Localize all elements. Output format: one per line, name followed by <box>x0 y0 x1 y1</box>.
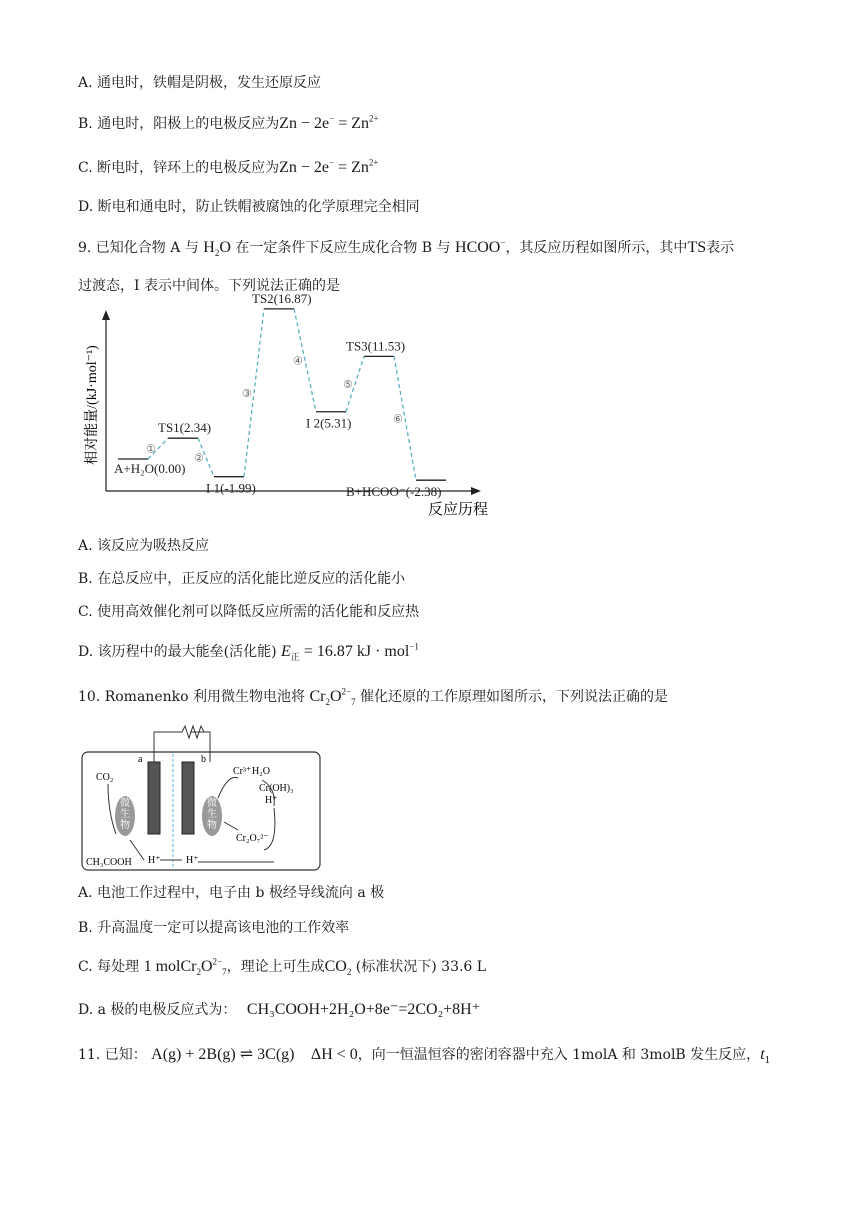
dichromate-amount <box>143 956 227 978</box>
microbe-right-label <box>207 796 217 831</box>
ts-symbol: TS <box>687 239 707 256</box>
q10-stem-part-b: 催化还原的工作原理如图所示，下列说法正确的是 <box>360 689 669 705</box>
e-symbol: E <box>281 643 291 660</box>
h2o-o: O <box>219 239 231 256</box>
q11-equation: A(g) + 2B(g) ⇌ 3C(g) <box>151 1046 295 1063</box>
q10-option-d-prefix: D. a 极的电极反应式为： <box>78 1002 237 1018</box>
cr3-label: Cr³⁺ <box>233 766 252 777</box>
q9-stem-part-a: 9. 已知化合物 A 与 <box>78 240 199 256</box>
point-label-3: I 1(-1.99) <box>206 480 256 496</box>
amount-text: 1 molCr <box>143 958 197 975</box>
q9-stem-part-b: 在一定条件下反应生成化合物 B 与 <box>235 240 451 256</box>
q9-option-b: B. 在总反应中，正反应的活化能比逆反应的活化能小 <box>78 571 406 587</box>
q9-stem-line2: 过渡态，I 表示中间体。下列说法正确的是 <box>78 278 340 294</box>
q11-time-symbol: t <box>760 1046 765 1063</box>
eq-e-charge: − <box>329 113 335 124</box>
e-subscript: 正 <box>290 652 300 663</box>
q8-option-a: A. 通电时，铁帽是阴极，发生还原反应 <box>78 75 322 91</box>
point-label-7: B+HCOO⁻(-2.38) <box>346 484 442 500</box>
q8-option-c-equation <box>279 159 378 176</box>
eq-zn-charge: 2+ <box>368 157 379 168</box>
microbial-cell-diagram <box>78 722 324 874</box>
microbe-char: 生 <box>207 809 217 820</box>
q10-option-c-middle: ，理论上可生成 <box>226 959 325 975</box>
point-label-1: A+H₂O(0.00) <box>114 461 186 476</box>
o-symbol: O <box>200 958 213 975</box>
o-subscript: 7 <box>351 697 356 708</box>
reaction-energy-chart <box>78 290 508 525</box>
q9-option-a: A. 该反应为吸热反应 <box>78 538 210 554</box>
q8-option-c <box>78 158 378 178</box>
electrode-b-label: b <box>201 754 206 765</box>
cr-subscript: 2 <box>325 697 330 708</box>
point-label-4: TS2(16.87) <box>252 290 312 306</box>
h2o-subscript: 2 <box>214 248 220 259</box>
arrow-to-co2 <box>108 784 116 834</box>
q8-option-d: D. 断电和通电时，防止铁帽被腐蚀的化学原理完全相同 <box>78 199 420 215</box>
q11-stem <box>78 1045 770 1065</box>
electrode-a <box>148 762 160 834</box>
electrode-b <box>182 762 194 834</box>
q9-option-d-text: D. 该历程中的最大能垒(活化能) <box>78 644 277 660</box>
step-label-5: ⑤ <box>343 379 353 392</box>
dichromate-charge: 2− <box>212 956 223 967</box>
q11-enthalpy: ΔH < 0 <box>310 1046 358 1063</box>
water-label: H₂O <box>252 766 270 777</box>
o-symbol: O <box>329 688 342 705</box>
co2-label: CO₂ <box>96 772 114 783</box>
x-axis-arrow-icon <box>471 487 481 495</box>
y-axis-arrow-icon <box>102 310 110 320</box>
co2-formula <box>324 958 352 978</box>
point-label-5: I 2(5.31) <box>306 415 352 431</box>
co2-subscript: 2 <box>346 967 352 978</box>
microbe-char: 生 <box>120 809 130 820</box>
step-label-1: ① <box>146 443 156 456</box>
microbe-left-label <box>120 796 130 831</box>
step-label-6: ⑥ <box>393 413 403 426</box>
point-label-6: TS3(11.53) <box>346 338 406 354</box>
q11-prefix: 11. 已知： <box>78 1047 147 1063</box>
eq-minus-2e: − 2e <box>296 115 330 132</box>
microbe-char: 物 <box>120 820 130 831</box>
dichromate-label: Cr₂O₇²⁻ <box>236 833 269 844</box>
eq-zn-charge: 2+ <box>368 113 379 124</box>
eq-minus-2e: − 2e <box>296 159 330 176</box>
q9-option-d <box>78 642 419 662</box>
q8-option-b-equation <box>279 115 378 132</box>
q9-option-c: C. 使用高效催化剂可以降低反应所需的活化能和反应热 <box>78 604 420 620</box>
q10-stem-part-a: 10. Romanenko 利用微生物电池将 <box>78 689 305 705</box>
q11-time-subscript: 1 <box>764 1055 771 1066</box>
wire-left <box>154 732 182 762</box>
cr-subscript: 2 <box>196 967 201 978</box>
energy-profile <box>114 291 446 499</box>
q8-option-b <box>78 114 379 134</box>
electrode-a-label: a <box>138 754 143 765</box>
microbe-char: 微 <box>120 798 130 809</box>
eq-zn: Zn <box>279 159 297 176</box>
y-axis-label: 相对能量/(kJ·mol⁻¹) <box>85 345 100 465</box>
dichromate-charge: 2− <box>341 686 352 697</box>
q9-stem-part-c: ，其反应历程如图所示，其中 <box>505 240 688 256</box>
chromium-hydroxide-label: Cr(OH)₃ <box>259 783 294 794</box>
hcoo-charge: − <box>500 237 506 248</box>
hcoo-text: HCOO <box>455 239 501 256</box>
microbe-char: 微 <box>207 798 217 809</box>
hplus-left-label: H⁺ <box>148 855 161 866</box>
energy-value: = 16.87 kJ · mol <box>299 643 410 660</box>
eq-zn: Zn <box>279 115 297 132</box>
dichromate-formula <box>309 686 356 708</box>
hplus-middle-label: H⁺ <box>186 855 199 866</box>
q10-option-a: A. 电池工作过程中，电子由 b 极经导线流向 a 极 <box>78 885 385 901</box>
anode-equation: CH₃COOH+2H₂O+8e⁻=2CO₂+8H⁺ <box>246 1001 481 1018</box>
h2o-formula <box>203 239 231 259</box>
q8-option-b-text: B. 通电时，阳极上的电极反应为 <box>78 116 280 132</box>
hcoo-formula <box>455 239 505 256</box>
q9-stem-line1 <box>78 238 734 258</box>
microbe-char: 物 <box>207 820 217 831</box>
wire-right <box>190 732 210 762</box>
q11-tail: ，向一恒温恒容的密闭容器中充入 1molA 和 3molB 发生反应， <box>357 1047 761 1063</box>
q9-stem-part-d: 表示 <box>706 240 735 256</box>
cr-symbol: Cr <box>309 688 326 705</box>
acetic-acid-label: CH₃COOH <box>86 857 132 868</box>
unit-exponent: −1 <box>409 641 419 652</box>
activation-energy-expression <box>281 641 419 663</box>
step-label-2: ② <box>194 452 204 465</box>
h2o-h: H <box>203 239 215 256</box>
arrow-cr3 <box>218 777 238 798</box>
q8-option-c-text: C. 断电时，锌环上的电极反应为 <box>78 160 280 176</box>
q10-option-c-tail: (标准状况下) 33.6 L <box>355 959 487 975</box>
q10-option-c <box>78 957 486 977</box>
step-label-3: ③ <box>242 387 252 400</box>
q10-option-b: B. 升高温度一定可以提高该电池的工作效率 <box>78 920 350 936</box>
hplus-right-label: H⁺ <box>265 795 278 806</box>
point-label-2: TS1(2.34) <box>158 420 212 436</box>
co2-text: CO <box>324 958 347 975</box>
o-subscript: 7 <box>222 967 227 978</box>
q10-stem <box>78 687 668 707</box>
eq-e-charge: − <box>329 157 335 168</box>
arrow-acetate <box>130 840 144 860</box>
eq-equals-zn: = Zn <box>334 115 369 132</box>
x-axis-label: 反应历程 <box>427 502 488 518</box>
step-label-4: ④ <box>293 355 303 368</box>
q10-option-c-prefix: C. 每处理 <box>78 959 140 975</box>
arrow-dichromate <box>224 822 238 830</box>
q10-option-d <box>78 1000 480 1020</box>
eq-equals-zn: = Zn <box>334 159 369 176</box>
